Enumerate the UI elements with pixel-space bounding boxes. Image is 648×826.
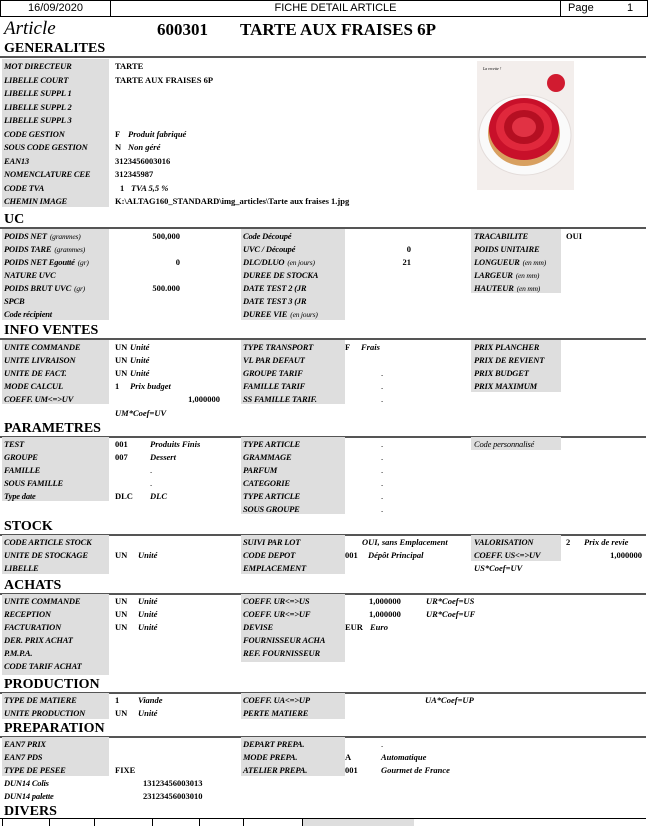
field-label: DEVISE — [243, 622, 273, 632]
field-label: GRAMMAGE — [243, 452, 292, 462]
field-label-text: HAUTEUR — [474, 283, 514, 293]
field-label: GROUPE TARIF — [243, 368, 303, 378]
field-label-text: POIDS NET — [4, 231, 47, 241]
divers-cell — [152, 818, 199, 826]
field-description: Frais — [361, 342, 380, 352]
field-label-text: DATE TEST 2 (JR — [243, 283, 307, 293]
field-label: TYPE ARTICLE — [243, 439, 301, 449]
field-unit: (en jours) — [287, 258, 315, 267]
field-value: . — [381, 394, 384, 404]
field-description: Unité — [138, 609, 158, 619]
field-label: VALORISATION — [474, 537, 534, 547]
field-label — [4, 270, 56, 280]
field-label: LIBELLE SUPPL 3 — [4, 115, 72, 125]
field-label: Code personnalisé — [474, 439, 535, 449]
field-label — [243, 296, 306, 306]
field-label-text: POIDS TARE — [4, 244, 52, 254]
field-label: FOURNISSEUR ACHA — [243, 635, 326, 645]
section-parametres: PARAMETRES — [4, 421, 101, 436]
section-preparation: PREPARATION — [4, 721, 105, 736]
field-code: 2 — [566, 537, 571, 547]
field-value: OUI — [566, 231, 583, 241]
field-label — [474, 257, 546, 268]
field-description: TVA 5,5 % — [131, 182, 169, 193]
field-description: Produits Finis — [150, 439, 201, 449]
field-label-text: LARGEUR — [474, 270, 513, 280]
field-label — [4, 296, 24, 306]
field-label-text: Code Découpé — [243, 231, 292, 241]
field-label: MODE PREPA. — [243, 752, 298, 762]
field-label — [4, 257, 89, 268]
field-label-text: LONGUEUR — [474, 257, 520, 267]
field-label: EAN7 PRIX — [4, 739, 46, 749]
field-label — [243, 244, 295, 254]
field-label — [4, 283, 85, 294]
field-code: UN — [115, 355, 128, 365]
field-value: 13123456003013 — [143, 778, 203, 788]
field-code: 007 — [115, 452, 128, 462]
field-description: Non géré — [128, 142, 161, 152]
field-label: VL PAR DEFAUT — [243, 355, 305, 365]
field-description: Viande — [138, 695, 163, 705]
field-label: COEFF. UR<=>UF — [243, 609, 311, 619]
article-photo — [477, 61, 574, 190]
field-label: LIBELLE COURT — [4, 74, 69, 85]
field-description: . — [150, 465, 153, 475]
field-description: . — [381, 739, 384, 749]
field-code: EUR — [345, 622, 363, 632]
conversion-formula: US*Coef=UV — [474, 563, 523, 573]
conversion-formula: UM*Coef=UV — [115, 408, 167, 418]
field-code: UN — [115, 550, 128, 560]
field-label: NOMENCLATURE CEE — [4, 169, 91, 179]
field-label: CODE DEPOT — [243, 550, 296, 560]
field-label: PRIX BUDGET — [474, 368, 529, 378]
field-code: 001 — [345, 550, 358, 560]
field-description: Unité — [138, 550, 158, 560]
field-value: 0 — [406, 244, 411, 254]
field-value: K:\ALTAG160_STANDARD\img_articles\Tarte aux fraises 1.jpg — [115, 196, 350, 206]
section-divers: DIVERS — [4, 804, 57, 819]
field-description: Unité — [130, 368, 150, 378]
field-label: LIBELLE SUPPL 1 — [4, 88, 72, 98]
field-label: COEFF. US<=>UV — [474, 550, 541, 560]
field-value: 3123456003016 — [115, 155, 171, 166]
field-label: COEFF. UM<=>UV — [4, 394, 74, 404]
field-label: COEFF. UA<=>UP — [243, 695, 310, 705]
field-unit: (en jours) — [290, 310, 318, 319]
field-description: Unité — [130, 355, 150, 365]
field-description: Euro — [370, 622, 388, 632]
field-label — [243, 270, 318, 280]
field-label: CHEMIN IMAGE — [4, 196, 68, 206]
field-label: DUN14 Colis — [4, 778, 49, 788]
field-label-text: UVC / Découpé — [243, 244, 296, 254]
report-title: FICHE DETAIL ARTICLE — [110, 0, 561, 17]
field-label: EAN7 PDS — [4, 752, 43, 762]
field-label-text: POIDS NET Egoutté — [4, 257, 75, 267]
field-description: Unité — [138, 596, 158, 606]
field-label: TYPE DE PESEE — [4, 765, 66, 775]
field-code: F — [345, 342, 351, 352]
field-value: TARTE — [115, 61, 144, 71]
field-label: TYPE DE MATIERE — [4, 695, 77, 705]
field-label: UNITE PRODUCTION — [4, 708, 86, 718]
field-label-text: DATE TEST 3 (JR — [243, 296, 307, 306]
field-value: 500,000 — [152, 231, 180, 241]
field-description: Prix de revie — [584, 537, 629, 547]
field-code: 1 — [120, 182, 125, 193]
field-label-text: DUREE DE STOCKA — [243, 270, 319, 280]
article-name: TARTE AUX FRAISES 6P — [240, 20, 437, 39]
article-code: 600301 — [157, 20, 208, 39]
field-label: PRIX PLANCHER — [474, 342, 540, 352]
field-value: 21 — [402, 257, 411, 267]
field-description: Dépôt Principal — [368, 550, 424, 560]
field-value: 312345987 — [115, 169, 154, 179]
field-code: UN — [115, 609, 128, 619]
field-code: F — [115, 128, 121, 139]
field-value: 23123456003010 — [143, 791, 203, 801]
section-generalites: GENERALITES — [4, 41, 106, 56]
field-label — [474, 283, 540, 294]
field-value: . — [381, 368, 384, 378]
field-value: 500.000 — [152, 283, 180, 293]
field-description: Dessert — [150, 452, 176, 462]
field-label: RECEPTION — [4, 609, 51, 619]
field-code: UN — [115, 342, 128, 352]
field-unit: (en mm) — [515, 271, 540, 280]
field-label — [243, 231, 291, 241]
field-code: UN — [115, 596, 128, 606]
field-value: . — [381, 504, 384, 514]
field-code: UN — [115, 622, 128, 632]
field-code: UN — [115, 708, 128, 718]
field-label — [243, 309, 318, 320]
field-label — [4, 309, 52, 319]
field-code: DLC — [115, 491, 133, 501]
print-date: 16/09/2020 — [0, 0, 111, 17]
field-label-text: TRACABILITE — [474, 231, 529, 241]
field-unit: (en mm) — [522, 258, 547, 267]
field-label: SOUS CODE GESTION — [4, 142, 88, 152]
field-label: PERTE MATIERE — [243, 708, 309, 718]
field-label: SOUS FAMILLE — [4, 478, 63, 488]
divers-cell — [2, 818, 49, 826]
field-label: UNITE LIVRAISON — [4, 355, 76, 365]
field-label-text: Code récipient — [4, 309, 52, 319]
section-info-ventes: INFO VENTES — [4, 323, 99, 338]
field-unit: (gr) — [74, 284, 85, 293]
field-description: Automatique — [381, 752, 427, 762]
field-code: 1 — [115, 381, 120, 391]
field-description: Prix budget — [130, 381, 171, 391]
field-value: 0 — [175, 257, 180, 267]
section-uc: UC — [4, 212, 25, 227]
divers-cell — [94, 818, 152, 826]
field-label: CODE ARTICLE STOCK — [4, 537, 92, 547]
field-value: . — [381, 381, 384, 391]
field-label-text: DUREE VIE — [243, 309, 288, 319]
field-label — [243, 257, 315, 268]
field-label: DEPART PREPA. — [243, 739, 305, 749]
field-label: LIBELLE SUPPL 2 — [4, 101, 72, 112]
field-label — [474, 270, 539, 281]
field-label: UNITE DE FACT. — [4, 368, 67, 378]
field-label: TYPE ARTICLE — [243, 491, 301, 501]
field-label — [4, 244, 85, 255]
field-value: TARTE AUX FRAISES 6P — [115, 74, 214, 85]
field-label: Type date — [4, 491, 36, 501]
field-code: 1 — [115, 695, 120, 705]
field-description: . — [150, 478, 153, 488]
article-label: Article — [4, 18, 56, 39]
field-label: EMPLACEMENT — [243, 563, 306, 573]
section-production: PRODUCTION — [4, 677, 100, 692]
field-value: . — [381, 465, 384, 475]
field-label: UNITE COMMANDE — [4, 596, 81, 606]
field-label: MODE CALCUL — [4, 381, 63, 391]
field-value: . — [381, 439, 384, 449]
field-label: ATELIER PREPA. — [243, 765, 308, 775]
field-unit: (grammes) — [54, 245, 86, 254]
field-code: A — [345, 752, 352, 762]
field-description: Gourmet de France — [381, 765, 450, 775]
field-label: LIBELLE — [4, 563, 39, 573]
field-value: . — [381, 491, 384, 501]
field-code: UN — [115, 368, 128, 378]
field-label: CATEGORIE — [243, 478, 290, 488]
field-label — [474, 244, 539, 254]
field-label: CODE TARIF ACHAT — [4, 661, 82, 671]
page-label: Page — [568, 2, 594, 14]
conversion-formula: UR*Coef=UF — [426, 609, 476, 619]
field-label — [474, 231, 528, 241]
field-description: Produit fabriqué — [128, 128, 187, 139]
field-value: . — [381, 452, 384, 462]
field-label: DER. PRIX ACHAT — [4, 635, 73, 645]
field-label: UNITE DE STOCKAGE — [4, 550, 88, 560]
divers-cell — [243, 818, 302, 826]
conversion-formula: UR*Coef=US — [426, 596, 475, 606]
field-label: PRIX DE REVIENT — [474, 355, 545, 365]
field-label-text: NATURE UVC — [4, 270, 56, 280]
field-label: REF. FOURNISSEUR — [243, 648, 320, 658]
section-achats: ACHATS — [4, 578, 62, 593]
field-label: CODE TVA — [4, 182, 45, 193]
field-label: DUN14 palette — [4, 791, 54, 801]
divers-cell — [199, 818, 243, 826]
field-description: Unité — [138, 622, 158, 632]
field-label: COEFF. UR<=>US — [243, 596, 310, 606]
field-description: Unité — [138, 708, 158, 718]
field-value: . — [381, 478, 384, 488]
field-description: DLC — [150, 491, 167, 501]
field-code: 001 — [115, 439, 128, 449]
field-label: SS FAMILLE TARIF. — [243, 394, 317, 404]
page-number: 1 — [627, 2, 634, 14]
field-description: OUI, sans Emplacement — [362, 537, 448, 547]
field-label: CODE GESTION — [4, 128, 65, 139]
field-value: FIXE — [115, 765, 136, 775]
field-label: PARFUM — [243, 465, 278, 475]
field-label: SUIVI PAR LOT — [243, 537, 301, 547]
field-code: N — [115, 142, 122, 152]
field-label-text: SPCB — [4, 296, 25, 306]
field-value: 1,000000 — [369, 609, 401, 619]
field-label: FAMILLE — [4, 465, 41, 475]
field-value: 1,000000 — [610, 550, 642, 560]
field-label — [4, 231, 81, 242]
field-value: 1,000000 — [369, 596, 401, 606]
field-label: SOUS GROUPE — [243, 504, 300, 514]
field-unit: (en mm) — [516, 284, 541, 293]
field-label: TEST — [4, 439, 24, 449]
field-label-text: POIDS UNITAIRE — [474, 244, 540, 254]
field-label: MOT DIRECTEUR — [4, 61, 72, 71]
field-label — [243, 283, 306, 293]
field-label: UNITE COMMANDE — [4, 342, 81, 352]
page-indicator — [560, 0, 648, 17]
field-label-text: POIDS BRUT UVC — [4, 283, 72, 293]
field-label: PRIX MAXIMUM — [474, 381, 538, 391]
field-unit: (grammes) — [49, 232, 81, 241]
field-code: 001 — [345, 765, 358, 775]
section-divider — [0, 56, 646, 58]
photo-caption: La recette ! — [483, 66, 502, 71]
field-label-text: DLC/DLUO — [243, 257, 285, 267]
field-label: FACTURATION — [4, 622, 62, 632]
field-label: EAN13 — [4, 155, 29, 166]
divers-cell — [49, 818, 94, 826]
field-label: GROUPE — [4, 452, 38, 462]
section-stock: STOCK — [4, 519, 53, 534]
field-label: FAMILLE TARIF — [243, 381, 306, 391]
field-value: 1,000000 — [188, 394, 220, 404]
field-unit: (gr) — [77, 258, 89, 267]
conversion-formula: UA*Coef=UP — [425, 695, 474, 705]
field-label: TYPE TRANSPORT — [243, 342, 314, 352]
divers-cell — [302, 818, 414, 826]
field-label: P.M.P.A. — [4, 648, 33, 658]
field-description: Unité — [130, 342, 150, 352]
